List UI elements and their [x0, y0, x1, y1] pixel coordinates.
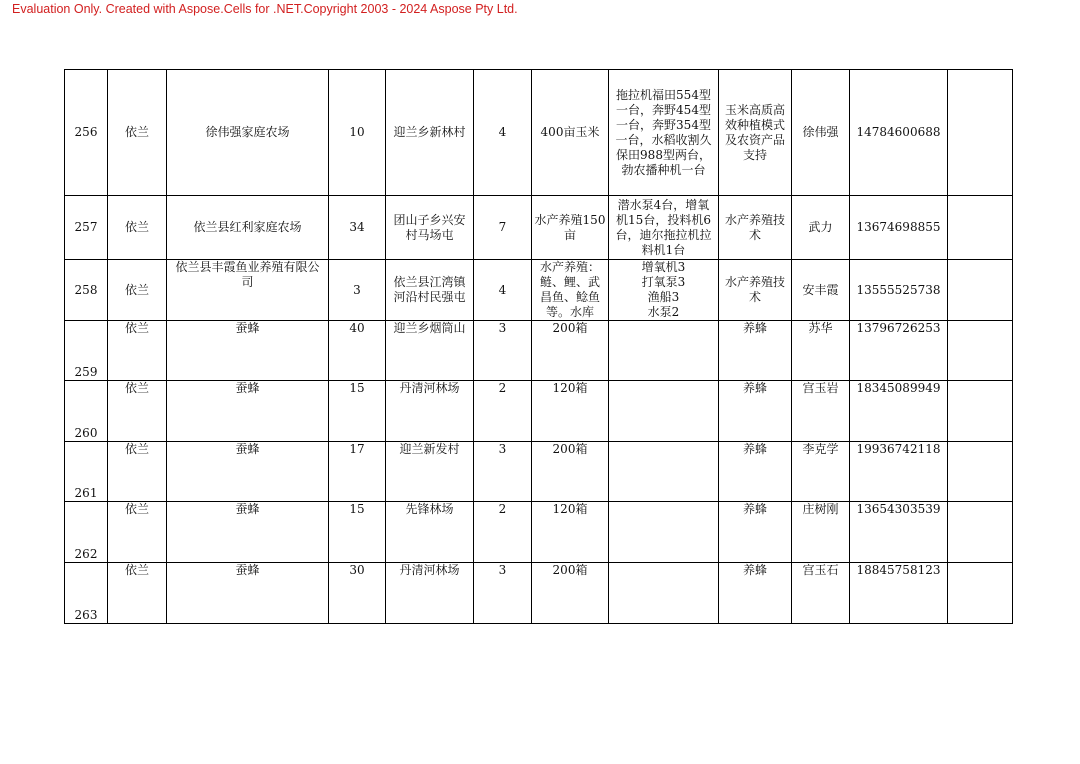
location-cell: 迎兰乡烟筒山: [386, 321, 474, 381]
cooperative-table: [64, 69, 1013, 624]
phone-cell: 13555525738: [850, 260, 948, 321]
row-number: 257: [65, 196, 108, 260]
county-cell: 依兰: [108, 502, 167, 563]
location-cell: 迎兰新发村: [386, 442, 474, 502]
contact-cell: 安丰霞: [792, 260, 850, 321]
service-cell: 养蜂: [719, 442, 792, 502]
row-number: 258: [65, 260, 108, 321]
row-number: 263: [65, 563, 108, 624]
table-row: [65, 381, 1013, 442]
equipment-cell: [609, 502, 719, 563]
table-row: [65, 196, 1013, 260]
location-cell: 团山子乡兴安 村马场屯: [386, 196, 474, 260]
count-cell: 3: [474, 563, 532, 624]
entity-name-cell: 蚕蜂: [167, 502, 329, 563]
entity-name-cell: 依兰县红利家庭农场: [167, 196, 329, 260]
equipment-cell: 拖拉机福田554型 一台，奔野454型 一台，奔野354型 一台，水稻收割久 保田988型两台， 勃农播种机一台: [609, 70, 719, 196]
contact-cell: 宫玉石: [792, 563, 850, 624]
contact-cell: 宫玉岩: [792, 381, 850, 442]
members-cell: 3: [329, 260, 386, 321]
members-cell: 17: [329, 442, 386, 502]
extra-cell: [948, 70, 1013, 196]
county-cell: 依兰: [108, 321, 167, 381]
county-cell: 依兰: [108, 381, 167, 442]
scale-cell: 水产养殖150 亩: [532, 196, 609, 260]
scale-cell: 200箱: [532, 563, 609, 624]
table-row: [65, 260, 1013, 321]
phone-cell: 19936742118: [850, 442, 948, 502]
phone-cell: 18345089949: [850, 381, 948, 442]
members-cell: 10: [329, 70, 386, 196]
service-cell: 养蜂: [719, 321, 792, 381]
members-cell: 30: [329, 563, 386, 624]
location-cell: 丹清河林场: [386, 563, 474, 624]
service-cell: 水产养殖技 术: [719, 260, 792, 321]
equipment-cell: [609, 381, 719, 442]
table-row: [65, 321, 1013, 381]
row-number: 261: [65, 442, 108, 502]
service-cell: 玉米高质高 效种植模式 及农资产品 支持: [719, 70, 792, 196]
contact-cell: 庄树刚: [792, 502, 850, 563]
extra-cell: [948, 442, 1013, 502]
members-cell: 15: [329, 381, 386, 442]
extra-cell: [948, 502, 1013, 563]
equipment-cell: [609, 321, 719, 381]
location-cell: 迎兰乡新林村: [386, 70, 474, 196]
entity-name-cell: 徐伟强家庭农场: [167, 70, 329, 196]
phone-cell: 13674698855: [850, 196, 948, 260]
extra-cell: [948, 381, 1013, 442]
count-cell: 2: [474, 381, 532, 442]
table-row: [65, 442, 1013, 502]
count-cell: 3: [474, 321, 532, 381]
service-cell: 水产养殖技 术: [719, 196, 792, 260]
entity-name-cell: 蚕蜂: [167, 442, 329, 502]
row-number: 256: [65, 70, 108, 196]
scale-cell: 120箱: [532, 502, 609, 563]
members-cell: 15: [329, 502, 386, 563]
extra-cell: [948, 321, 1013, 381]
phone-cell: 14784600688: [850, 70, 948, 196]
count-cell: 7: [474, 196, 532, 260]
equipment-cell: 增氧机3 打氧泵3 渔船3 水泵2: [609, 260, 719, 321]
contact-cell: 苏华: [792, 321, 850, 381]
phone-cell: 13796726253: [850, 321, 948, 381]
count-cell: 2: [474, 502, 532, 563]
entity-name-cell: 依兰县丰霞鱼业养殖有限公 司: [167, 260, 329, 321]
scale-cell: 120箱: [532, 381, 609, 442]
county-cell: 依兰: [108, 260, 167, 321]
county-cell: 依兰: [108, 196, 167, 260]
scale-cell: 水产养殖： 鲢、鲤、武 昌鱼、鲶鱼 等。水库: [532, 260, 609, 321]
members-cell: 40: [329, 321, 386, 381]
equipment-cell: [609, 563, 719, 624]
location-cell: 丹清河林场: [386, 381, 474, 442]
table-row: [65, 563, 1013, 624]
count-cell: 3: [474, 442, 532, 502]
entity-name-cell: 蚕蜂: [167, 563, 329, 624]
evaluation-watermark: Evaluation Only. Created with Aspose.Cells for .NET.Copyright 2003 - 2024 Aspose Pty Ltd.: [12, 2, 518, 16]
phone-cell: 13654303539: [850, 502, 948, 563]
contact-cell: 武力: [792, 196, 850, 260]
table-row: [65, 70, 1013, 196]
contact-cell: 李克学: [792, 442, 850, 502]
phone-cell: 18845758123: [850, 563, 948, 624]
equipment-cell: 潜水泵4台，增氧 机15台，投料机6 台，迪尔拖拉机拉 料机1台: [609, 196, 719, 260]
service-cell: 养蜂: [719, 502, 792, 563]
entity-name-cell: 蚕蜂: [167, 381, 329, 442]
members-cell: 34: [329, 196, 386, 260]
service-cell: 养蜂: [719, 381, 792, 442]
table-row: [65, 502, 1013, 563]
service-cell: 养蜂: [719, 563, 792, 624]
county-cell: 依兰: [108, 70, 167, 196]
contact-cell: 徐伟强: [792, 70, 850, 196]
county-cell: 依兰: [108, 563, 167, 624]
location-cell: 依兰县江湾镇 河沿村民强屯: [386, 260, 474, 321]
row-number: 260: [65, 381, 108, 442]
count-cell: 4: [474, 70, 532, 196]
extra-cell: [948, 563, 1013, 624]
location-cell: 先锋林场: [386, 502, 474, 563]
scale-cell: 400亩玉米: [532, 70, 609, 196]
equipment-cell: [609, 442, 719, 502]
extra-cell: [948, 260, 1013, 321]
count-cell: 4: [474, 260, 532, 321]
county-cell: 依兰: [108, 442, 167, 502]
scale-cell: 200箱: [532, 321, 609, 381]
row-number: 259: [65, 321, 108, 381]
scale-cell: 200箱: [532, 442, 609, 502]
extra-cell: [948, 196, 1013, 260]
entity-name-cell: 蚕蜂: [167, 321, 329, 381]
row-number: 262: [65, 502, 108, 563]
